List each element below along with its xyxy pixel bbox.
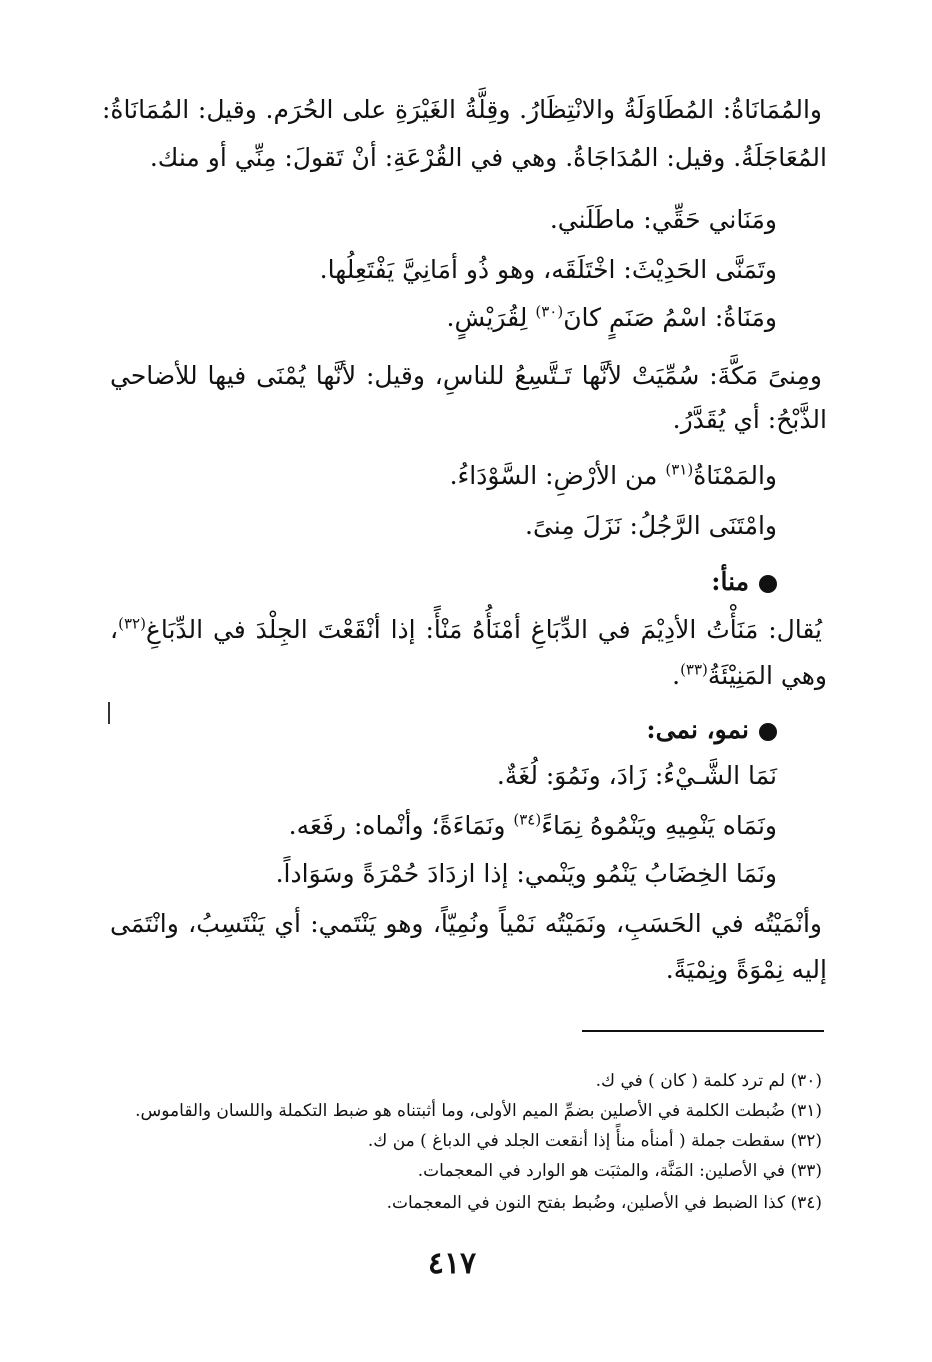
text-fragment: لِقُرَيْشٍ. (446, 303, 536, 332)
text-line: وتَمَنَّى الحَدِيْثَ: اخْتَلَقَه، وهو ذُو أمَانِيَّ يَفْتَعِلُها. (319, 255, 777, 284)
footnote-ref: (٣٤) (513, 810, 542, 829)
text-line: وأنْمَيْتُه في الحَسَبِ، ونَمَيْتُه نَمْياً ونُمِيّاً، وهو يَنْتَمي: أي يَنْتَسِبُ، وانْتَمَى (110, 909, 822, 938)
text-line: المُعَاجَلَةُ. وقيل: المُدَاجَاةُ. وهي في القُرْعَةِ: أنْ تَقولَ: مِنِّي أو منك. (149, 143, 827, 172)
text-line: إليه نِمْوَةً ونِمْيَةً. (665, 955, 827, 984)
footnote: (٣٢) سقطت جملة ( أمنأه منأً إذا أنقعت الجلد في الدباغ ) من ك. (367, 1131, 822, 1151)
text-line: ومِنىً مَكَّةَ: سُمِّيَتْ لأنَّها تَـتَّسِعُ للناسِ، وقيل: لأنَّها يُمْنَى فيها للأضاحي (110, 361, 822, 390)
text-fragment: يُقال: مَنَأْتُ الأدِيْمَ في الدِّبَاغِ أمْنَأُهُ مَنْأً: إذا أنْقَعْتَ الجِلْدَ في الدِّبَاغِ (145, 615, 822, 644)
footnote-ref: (٣٢) (118, 614, 146, 633)
footnote: (٣٤) كذا الضبط في الأصلين، وضُبط بفتح النون في المعجمات. (386, 1193, 822, 1213)
text-line: الذَّبْحُ: أي يُقَدَّرُ. (672, 405, 827, 434)
bullet-icon (759, 723, 777, 741)
footnote: (٣٠) لم ترد كلمة ( كان ) في ك. (595, 1071, 822, 1091)
text-fragment: والمَمْنَاةُ (693, 461, 777, 490)
text-fragment: . (672, 661, 681, 690)
text-line (447, 298, 777, 338)
footnote-ref: (٣٠) (535, 302, 564, 321)
text-line (289, 806, 777, 846)
footnote-separator (582, 1030, 824, 1032)
text-line (450, 456, 777, 496)
entry-heading (711, 562, 777, 602)
footnote: (٣٣) في الأصلين: المَنَّة، والمثبَت هو الوارد في المعجمات. (417, 1161, 822, 1181)
footnote-ref: (٣٣) (680, 660, 708, 679)
footnote-ref: (٣١) (665, 460, 694, 479)
text-line: نَمَا الشَّـيْءُ: زَادَ، ونَمُوَ: لُغَةٌ. (496, 761, 777, 790)
entry-heading (646, 710, 777, 750)
entry-heading-label: نمو، نمى: (646, 715, 749, 744)
text-fragment: وهي المَنِيْئَةُ (707, 661, 827, 690)
footnote: (٣١) ضُبطت الكلمة في الأصلين بضمِّ الميم الأولى، وما أثبتناه هو ضبط التكملة واللسان والقاموس. (135, 1101, 822, 1121)
text-fragment: ونَمَاه يَنْمِيهِ ويَنْمُوهُ نِمَاءً (541, 811, 777, 840)
text-fragment: من الأرْضِ: السَّوْدَاءُ. (449, 461, 666, 490)
bullet-icon (759, 575, 777, 593)
text-fragment: ومَنَاةُ: اسْمُ صَنَمٍ كانَ (563, 303, 777, 332)
text-fragment: ونَمَاءَةً؛ وأنْماه: رفَعَه. (288, 811, 514, 840)
entry-heading-label: منأ: (711, 567, 749, 596)
text-line: ونَمَا الخِضَابُ يَنْمُو ويَنْمي: إذا ازدَادَ حُمْرَةً وسَوَاداً. (275, 859, 777, 888)
text-fragment: ، (110, 615, 119, 644)
text-line: ومَنَاني حَقِّي: ماطَلَني. (549, 205, 777, 234)
margin-mark (108, 702, 110, 724)
text-line (110, 610, 822, 650)
text-line: وامْتَنَى الرَّجُلُ: نَزَلَ مِنىً. (525, 511, 777, 540)
page-number: ٤١٧ (427, 1246, 477, 1281)
text-line: والمُمَانَاةُ: المُطَاوَلَةُ والانْتِظَارُ. وقِلَّةُ الغَيْرَةِ على الحُرَم. وقيل: المُمَانَاةُ: (102, 95, 822, 124)
text-line (672, 656, 827, 696)
